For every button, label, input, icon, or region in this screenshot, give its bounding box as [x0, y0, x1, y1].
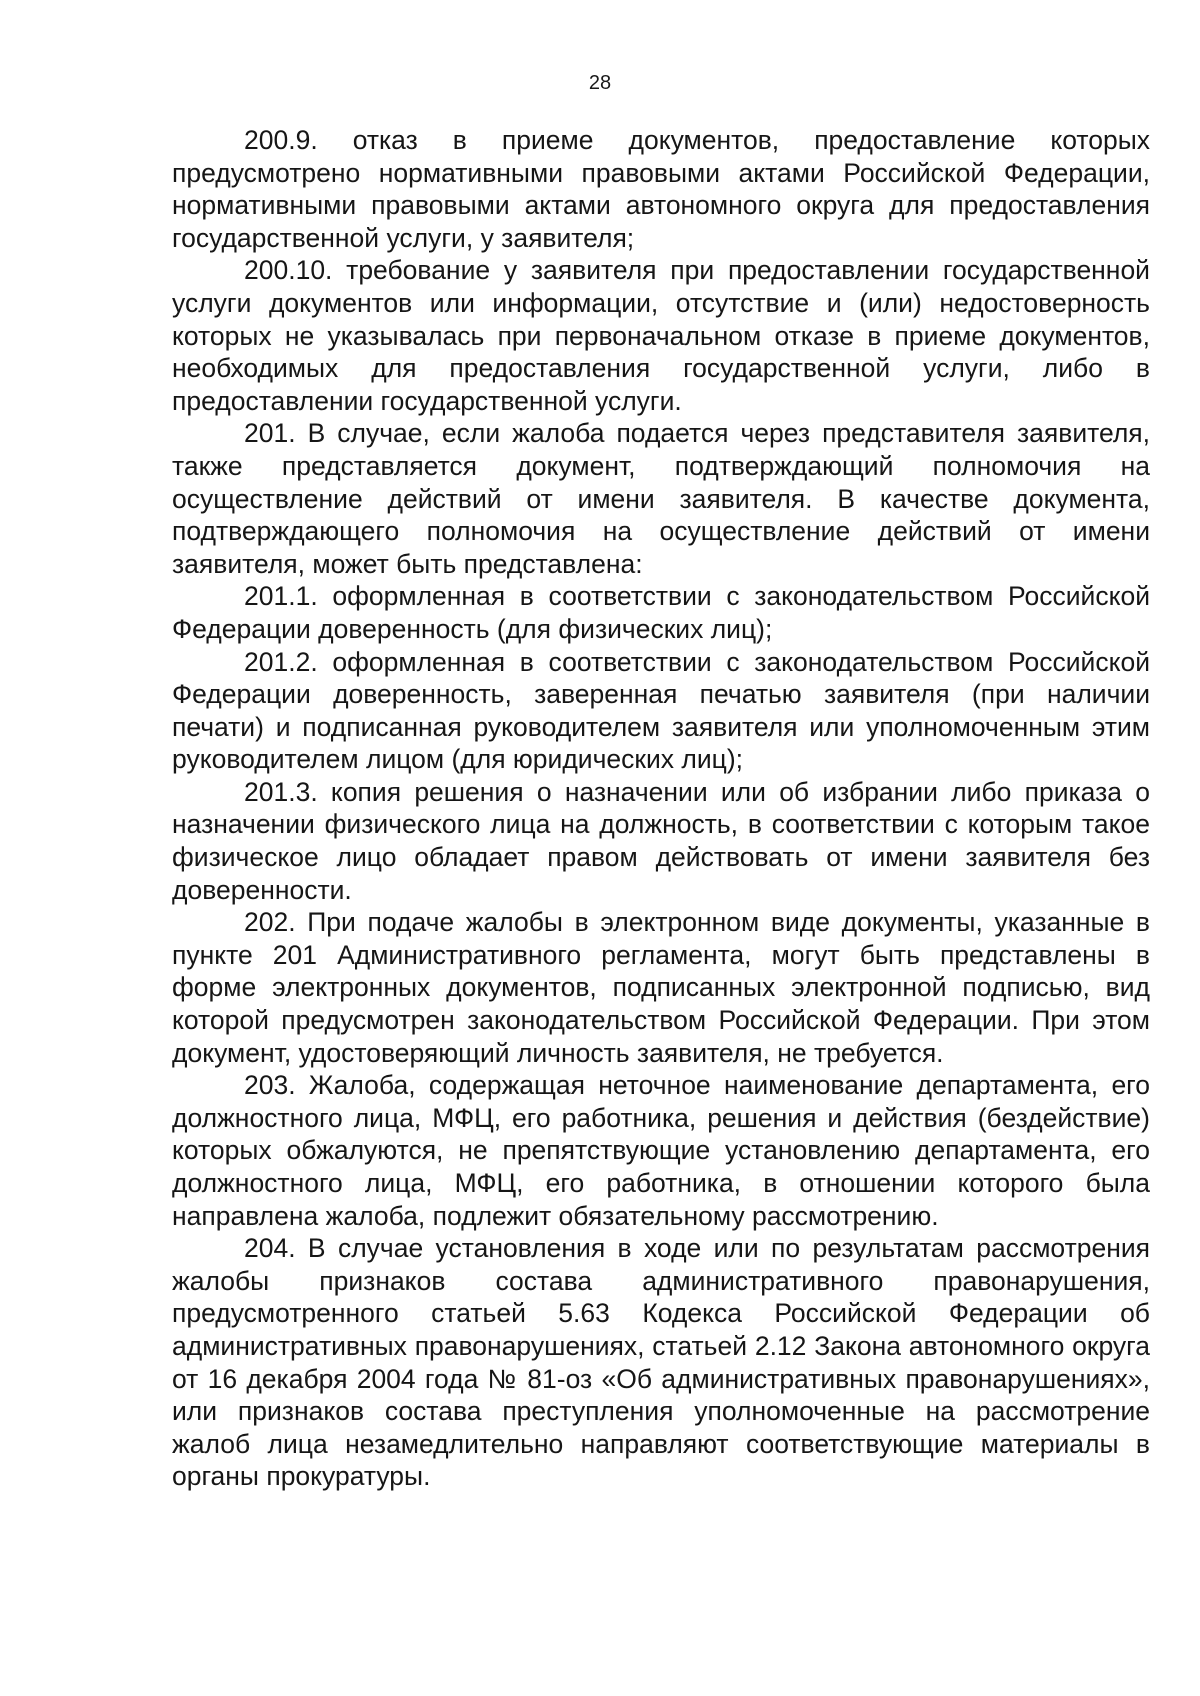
- page-number: 28: [588, 72, 612, 94]
- paragraph-204: 204. В случае установления в ходе или по результатам рассмотрения жалобы признаков состава административного правонарушения, предусмотренного статьей 5.63 Кодекса Российской Федерации об административных правонарушениях, статьей 2.12 Закона автономного округа от 16 декабря 2004 года № 81-оз «Об административных правонарушениях», или признаков состава преступления уполномоченные на рассмотрение жалоб лица незамедлительно направляют соответствующие материалы в органы прокуратуры.: [172, 1233, 1150, 1492]
- paragraph-201-3: 201.3. копия решения о назначении или об избрании либо приказа о назначении физического лица на должность, в соответствии с которым такое физическое лицо обладает правом действовать от имени заявителя без доверенности.: [172, 776, 1150, 905]
- paragraph-202: 202. При подаче жалобы в электронном виде документы, указанные в пункте 201 Административного регламента, могут быть представлены в форме электронных документов, подписанных электронной подписью, вид которой предусмотрен законодательством Российской Федерации. При этом документ, удостоверяющий личность заявителя, не требуется.: [172, 907, 1150, 1068]
- document-body: [172, 124, 1150, 1493]
- paragraph-201-1: 201.1. оформленная в соответствии с законодательством Российской Федерации доверенность (для физических лиц);: [172, 581, 1150, 644]
- paragraph-203: 203. Жалоба, содержащая неточное наименование департамента, его должностного лица, МФЦ, его работника, решения и действия (бездействие) которых обжалуются, не препятствующие установлению департамента, его должностного лица, МФЦ, его работника, в отношении которого была направлена жалоба, подлежит обязательному рассмотрению.: [172, 1070, 1150, 1231]
- paragraph-201: 201. В случае, если жалоба подается через представителя заявителя, также представляется документ, подтверждающий полномочия на осуществление действий от имени заявителя. В качестве документа, подтверждающего полномочия на осуществление действий от имени заявителя, может быть представлена:: [172, 418, 1150, 579]
- paragraph-200-9: 200.9. отказ в приеме документов, предоставление которых предусмотрено нормативными правовыми актами Российской Федерации, нормативными правовыми актами автономного округа для предоставления государственной услуги, у заявителя;: [172, 125, 1150, 253]
- paragraph-201-2: 201.2. оформленная в соответствии с законодательством Российской Федерации доверенность, заверенная печатью заявителя (при наличии печати) и подписанная руководителем заявителя или уполномоченным этим руководителем лицом (для юридических лиц);: [172, 646, 1150, 775]
- paragraph-200-10: 200.10. требование у заявителя при предоставлении государственной услуги документов или информации, отсутствие и (или) недостоверность которых не указывалась при первоначальном отказе в приеме документов, необходимых для предоставления государственной услуги, либо в предоставлении государственной услуги.: [172, 255, 1150, 416]
